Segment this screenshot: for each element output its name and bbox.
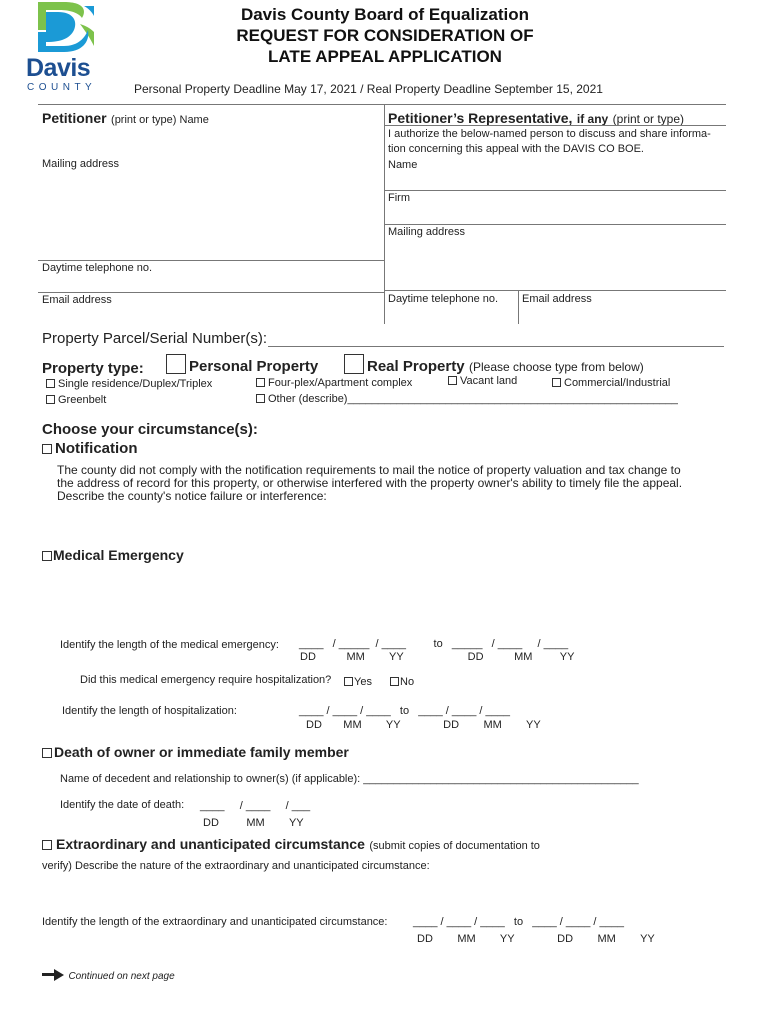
death-option (42, 744, 349, 760)
option-single-residence (46, 378, 212, 390)
greenbelt-checkbox[interactable] (46, 395, 55, 404)
other-checkbox[interactable] (256, 394, 265, 403)
logo-mark-icon (24, 2, 110, 54)
greenbelt-label: Greenbelt (58, 394, 107, 406)
personal-property-checkbox[interactable] (166, 354, 186, 374)
representative-if-any: if any (576, 112, 609, 126)
death-checkbox[interactable] (42, 748, 52, 758)
petitioner-title: Petitioner (42, 110, 107, 126)
representative-name-field[interactable] (386, 172, 724, 188)
representative-mailing-label: Mailing address (388, 226, 466, 238)
form-title-line3: LATE APPEAL APPLICATION (268, 47, 502, 66)
extraordinary-length-label: Identify the length of the extraordinary and unanticipated circumstance: (42, 916, 388, 928)
extraordinary-length-blanks[interactable]: ____ / ____ / ____ to ____ / ____ / ____ (413, 916, 625, 928)
commercial-label: Commercial/Industrial (564, 377, 671, 389)
medical-checkbox[interactable] (42, 551, 52, 561)
medical-length-units: DD MM YY DD MM YY (300, 651, 575, 663)
notification-checkbox[interactable] (42, 444, 52, 454)
real-property-heading (367, 358, 644, 376)
notification-option (42, 440, 138, 457)
medical-length-blanks[interactable]: ____ / _____ / ____ to _____ / ____ / ____ (299, 638, 569, 650)
real-property-checkbox[interactable] (344, 354, 364, 374)
petitioner-phone-field[interactable] (40, 276, 380, 290)
hospitalization-no-label: No (400, 676, 415, 688)
representative-mailing-field[interactable] (386, 240, 724, 288)
extraordinary-note: (submit copies of documentation to (369, 840, 540, 852)
death-title: Death of owner or immediate family member (54, 744, 349, 760)
notification-text-2: the address of record for this property, or otherwise interfered with the property owner's ability to timely file the appeal. (57, 476, 683, 490)
medical-title: Medical Emergency (53, 547, 184, 563)
representative-name-label: Name (388, 159, 418, 171)
petitioner-name-field[interactable] (40, 126, 380, 154)
hospitalization-question: Did this medical emergency require hospitalization? (80, 674, 332, 686)
form-title-line1: Davis County Board of Equalization (240, 5, 530, 24)
hospitalization-yes-label: Yes (354, 676, 372, 688)
personal-property-label: Personal Property (189, 358, 319, 375)
property-type-note: (Please choose type from below) (469, 360, 644, 374)
hospitalization-yes-checkbox[interactable] (344, 677, 353, 686)
hospitalization-no (390, 676, 414, 688)
vacant-land-checkbox[interactable] (448, 376, 457, 385)
petitioner-mailing-field[interactable] (40, 172, 380, 258)
extraordinary-length-units: DD MM YY DD MM YY (417, 933, 655, 945)
notification-description-field[interactable] (56, 505, 716, 541)
continued-note (42, 966, 175, 984)
decedent-label: Name of decedent and relationship to owner(s) (if applicable): _____________________________________________ (60, 773, 639, 785)
petitioner-email-label: Email address (42, 294, 112, 306)
option-fourplex (256, 377, 412, 389)
fourplex-checkbox[interactable] (256, 378, 265, 387)
option-other (256, 393, 678, 405)
vacant-land-label: Vacant land (460, 375, 518, 387)
representative-note: (print or type) (612, 112, 685, 126)
commercial-checkbox[interactable] (552, 378, 561, 387)
property-type-label: Property type: (42, 360, 144, 377)
representative-title: Petitioner’s Representative, (388, 110, 573, 126)
petitioner-note: (print or type) Name (111, 114, 209, 126)
representative-email-label: Email address (522, 293, 592, 305)
representative-email-field[interactable] (520, 307, 724, 321)
parcel-label: Property Parcel/Serial Number(s): (42, 330, 268, 347)
death-date-label: Identify the date of death: (60, 799, 185, 811)
extraordinary-checkbox[interactable] (42, 840, 52, 850)
extraordinary-note-2: verify) Describe the nature of the extraordinary and unanticipated circumstance: (42, 860, 430, 872)
option-greenbelt (46, 394, 106, 406)
representative-phone-field[interactable] (386, 307, 514, 321)
notification-title: Notification (55, 440, 138, 457)
deadlines-text: Personal Property Deadline May 17, 2021 / Real Property Deadline September 15, 2021 (134, 82, 603, 96)
hospitalization-length-label: Identify the length of hospitalization: (62, 705, 237, 717)
other-label: Other (describe)______________________________________________________ (268, 393, 678, 405)
death-date-blanks[interactable]: ____ / ____ / ___ (200, 800, 311, 812)
hospitalization-length-blanks[interactable]: ____ / ____ / ____ to ____ / ____ / ____ (299, 705, 511, 717)
parcel-number-field[interactable] (270, 330, 722, 346)
extraordinary-option (42, 836, 540, 854)
extraordinary-description-field[interactable] (42, 876, 716, 912)
real-property-label: Real Property (367, 358, 465, 375)
single-residence-checkbox[interactable] (46, 379, 55, 388)
extraordinary-title: Extraordinary and unanticipated circumstance (56, 836, 365, 852)
notification-text-3: Describe the county's notice failure or interference: (57, 489, 327, 503)
continued-text: Continued on next page (68, 971, 175, 982)
logo-word: Davis (26, 54, 91, 82)
circumstances-heading: Choose your circumstance(s): (42, 421, 258, 438)
option-commercial (552, 377, 670, 389)
authorize-text: I authorize the below-named person to discuss and share informa-tion concerning this appeal with the DAVIS CO BOE. (388, 128, 711, 155)
medical-description-field[interactable] (56, 566, 716, 630)
representative-firm-label: Firm (388, 192, 410, 204)
medical-length-label: Identify the length of the medical emergency: (60, 639, 279, 651)
arrow-right-icon (42, 969, 64, 981)
petitioner-email-field[interactable] (40, 308, 380, 322)
representative-phone-label: Daytime telephone no. (388, 293, 499, 305)
hospitalization-length-units: DD MM YY DD MM YY (306, 719, 541, 731)
death-date-units: DD MM YY (203, 817, 304, 829)
fourplex-label: Four-plex/Apartment complex (268, 377, 413, 389)
county-logo (24, 2, 110, 92)
logo-county: COUNTY (27, 82, 97, 93)
single-residence-label: Single residence/Duplex/Triplex (58, 378, 213, 390)
option-vacant-land (448, 375, 517, 387)
petitioner-mailing-label: Mailing address (42, 158, 120, 170)
form-title-line2: REQUEST FOR CONSIDERATION OF (236, 26, 534, 45)
representative-firm-field[interactable] (386, 205, 724, 221)
notification-text-1: The county did not comply with the notification requirements to mail the notice of property valuation and tax change to (57, 463, 681, 477)
petitioner-phone-label: Daytime telephone no. (42, 262, 153, 274)
hospitalization-yes (344, 676, 372, 688)
hospitalization-no-checkbox[interactable] (390, 677, 399, 686)
medical-option (42, 547, 184, 563)
